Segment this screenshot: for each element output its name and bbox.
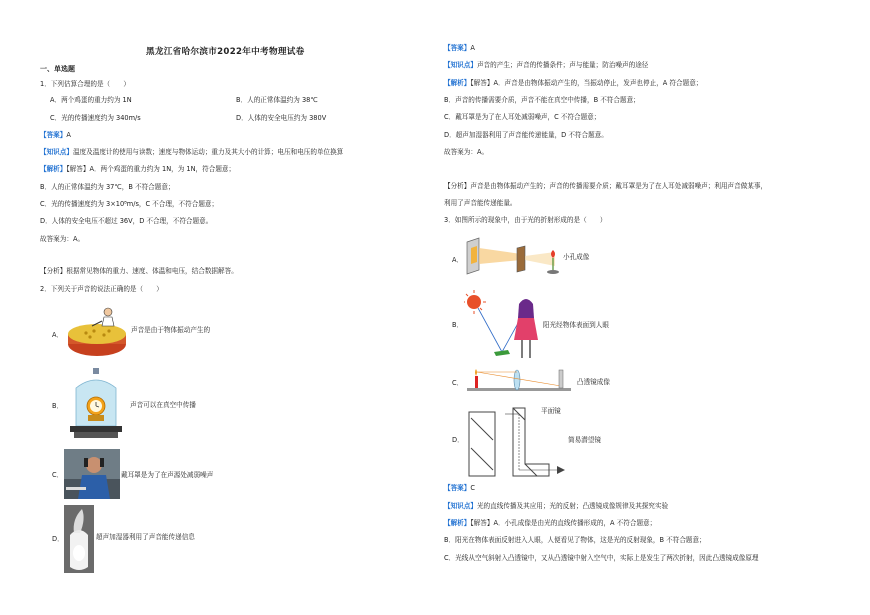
- section-heading: 一、单选题: [40, 65, 75, 73]
- jx-tag: 【解析】: [40, 165, 67, 173]
- q2-analysis-line4: D．超声加湿器利用了声音能传递能量，D 不符合题意。: [444, 131, 608, 139]
- q3-a-label: 小孔成像: [563, 253, 590, 261]
- humidifier-image: [64, 505, 94, 573]
- q1-answer: [40, 132, 71, 139]
- q2-d-text: 超声加湿器利用了声音能传递信息: [96, 533, 195, 541]
- answer-value: A: [66, 131, 71, 139]
- q2-c-text: 戴耳罩是为了在声源处减弱噪声: [121, 471, 214, 479]
- q3-analysis-line3: C．光线从空气斜射入凸透镜中，又从凸透镜中射入空气中，实际上是发生了两次折射，因此凸透镜成像原理: [444, 554, 759, 562]
- q2-d-letter: D．: [52, 535, 64, 543]
- answer-tag: 【答案】: [444, 484, 471, 492]
- q3-b-letter: B．: [452, 321, 464, 329]
- periscope-image: [465, 404, 575, 482]
- q2-analysis-line3: C．戴耳罩是为了在人耳处减弱噪声，C 不符合题意；: [444, 113, 601, 121]
- answer-value: C: [470, 484, 475, 492]
- q3-c-label: 凸透镜成像: [577, 378, 610, 386]
- drum-image: [64, 304, 130, 360]
- q3-stem: 3．如图所示的现象中，由于光的折射形成的是（ ）: [444, 216, 607, 224]
- q3-c-letter: C．: [452, 379, 464, 387]
- q1-option-c: C．光的传播速度约为 340m/s: [50, 114, 141, 122]
- q2-summary-line1: 【分析】声音是由物体振动产生的；声音的传播需要介质；戴耳罩是为了在人耳处减弱噪声；利用声音做某事，: [444, 182, 768, 190]
- jx-tag: 【解析】: [444, 519, 471, 527]
- q1-analysis-line1: [40, 166, 235, 173]
- q3-analysis-line2: B．阳光在物体表面反射进入人眼，人便看见了物体，这是光的反射现象，B 不符合题意；: [444, 536, 706, 544]
- q2-b-letter: B．: [52, 402, 64, 410]
- q3-d-letter: D．: [452, 436, 464, 444]
- answer-tag: 【答案】: [444, 44, 471, 52]
- q1-stem: 1．下列估算合理的是（ ）: [40, 80, 130, 88]
- q3-answer: [444, 485, 475, 492]
- q1-option-d: D．人体的安全电压约为 380V: [236, 114, 327, 122]
- q3-d-mirror-label: 平面镜: [541, 407, 561, 415]
- q2-answer: [444, 45, 475, 52]
- bell-jar-image: [66, 366, 126, 442]
- q1-option-a: A．两个鸡蛋的重力约为 1N: [50, 96, 132, 104]
- q2-summary-line2: 利用了声音能传递能量。: [444, 199, 517, 207]
- q2-knowledge-point: [444, 62, 648, 69]
- kp-tag: 【知识点】: [444, 502, 477, 510]
- jx-tag: 【解析】: [444, 79, 471, 87]
- earmuff-worker-image: [64, 449, 120, 499]
- q2-stem: 2．下列关于声音的说法正确的是（ ）: [40, 285, 163, 293]
- q2-analysis-line1: [444, 80, 702, 87]
- q2-analysis-line2: B．声音的传播需要介质，声音不能在真空中传播，B 不符合题意；: [444, 96, 640, 104]
- q1-analysis-line3: C．光的传播速度约为 3×10⁸m/s，C 不合理，不符合题意；: [40, 200, 219, 208]
- q3-a-letter: A．: [452, 256, 464, 264]
- kp-text: 温度及温度计的使用与读数；速度与物体运动；重力及其大小的计算；电压和电压的单位换算: [72, 148, 344, 156]
- answer-value: A: [470, 44, 475, 52]
- q2-answer-final: 故答案为：A。: [444, 148, 489, 156]
- q1-answer-final: 故答案为：A。: [40, 235, 85, 243]
- q1-knowledge-point: [40, 149, 343, 156]
- q3-d-label: 简易潜望镜: [568, 436, 601, 444]
- q1-summary: 【分析】根据常见物体的重力、速度、体温和电压，结合数据解答。: [40, 267, 238, 275]
- q3-b-label: 阳光经物体表面到人眼: [543, 321, 609, 329]
- q3-knowledge-point: [444, 503, 668, 510]
- q2-a-letter: A．: [52, 331, 64, 339]
- q2-a-text: 声音是由于物体振动产生的: [131, 326, 211, 334]
- jx-text: 【解答】A．小孔成像是由光的直线传播形成的，A 不符合题意；: [470, 519, 657, 527]
- kp-tag: 【知识点】: [444, 61, 477, 69]
- jx-text: 【解答】A．两个鸡蛋的重力约为 1N，为 1N，符合题意；: [66, 165, 236, 173]
- kp-text: 声音的产生；声音的传播条件；声与能量；防治噪声的途径: [476, 61, 649, 69]
- answer-tag: 【答案】: [40, 131, 67, 139]
- sun-reflection-image: [464, 288, 544, 362]
- kp-text: 光的直线传播及其应用；光的反射；凸透镜成像规律及其探究实验: [476, 502, 669, 510]
- q1-option-b: B．人的正常体温约为 38℃: [236, 96, 318, 104]
- q2-c-letter: C．: [52, 471, 64, 479]
- q2-b-text: 声音可以在真空中传播: [130, 401, 196, 409]
- jx-text: 【解答】A．声音是由物体振动产生的，当振动停止，发声也停止，A 符合题意；: [470, 79, 703, 87]
- convex-lens-image: [465, 366, 575, 394]
- q1-analysis-line4: D．人体的安全电压不超过 36V，D 不合理，不符合题意。: [40, 217, 213, 225]
- q3-analysis-line1: [444, 520, 656, 527]
- pinhole-camera-image: [463, 236, 573, 278]
- page-title: 黑龙江省哈尔滨市2022年中考物理试卷: [146, 47, 305, 57]
- kp-tag: 【知识点】: [40, 148, 73, 156]
- q1-analysis-line2: B．人的正常体温约为 37℃，B 不符合题意；: [40, 183, 175, 191]
